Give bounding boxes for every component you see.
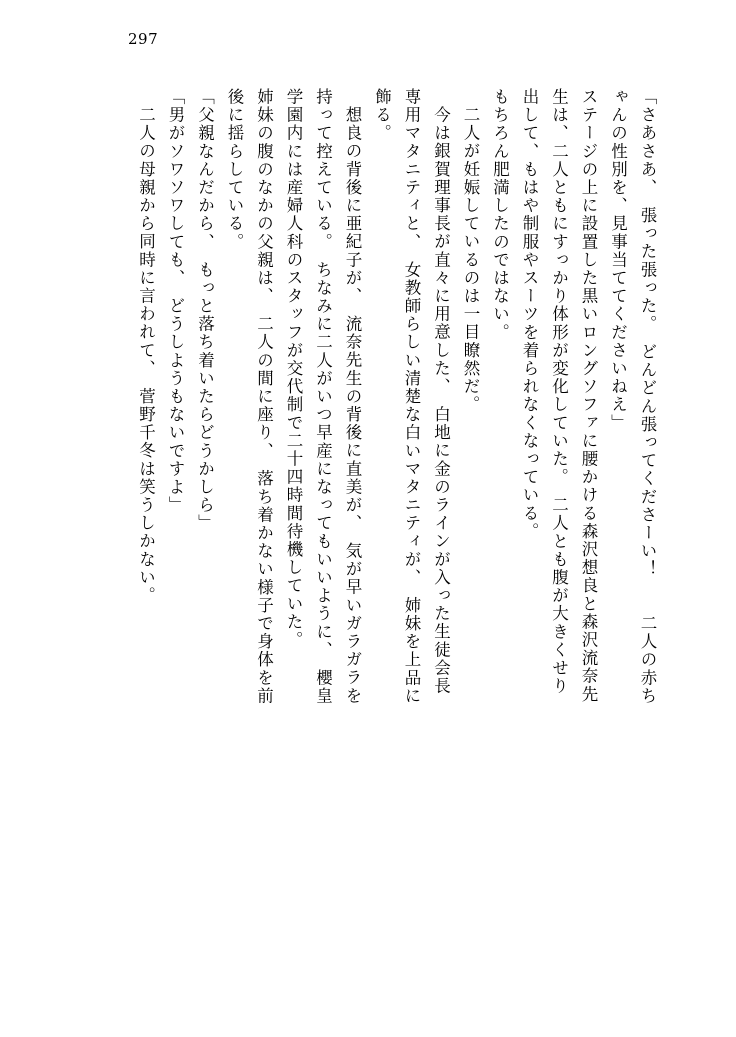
paragraph: 「父親なんだから、 もっと落ち着いたらどうかしら」 bbox=[195, 88, 215, 533]
paragraph: 二人の母親から同時に言われて、 菅野千冬は笑うしかない。 bbox=[136, 106, 156, 605]
paragraph: 姉妹の腹のなかの父親は、 二人の間に座り、 落ち着かない様子で身体を前後に揺らしている。 bbox=[225, 88, 274, 705]
paragraph: ステージの上に設置した黒いロングソファに腰かける森沢想良と森沢流奈先生は、二人ともにすっかり体形が変化していた。 二人とも腹が大きくせり出して、もはや制服やスーツを着られなくなっている。 bbox=[520, 88, 598, 704]
paragraph: 二人が妊娠しているのは一目瞭然だ。 bbox=[461, 106, 480, 414]
page-number: 297 bbox=[128, 30, 159, 48]
paragraph: 「男がソワソワしても、 どうしようもないですよ」 bbox=[166, 88, 185, 515]
paragraph: もちろん肥満したのではない。 bbox=[490, 88, 510, 342]
page-body-text bbox=[102, 88, 662, 708]
paragraph: 今は銀賀理事長が直々に用意した、 白地に金のラインが入った生徒会長専用マタニティと、 女教師らしい清楚な白いマタニティが、 姉妹を上品に飾る。 bbox=[372, 88, 451, 705]
paragraph: 「さあさあ、 張った張った。 どんどん張ってくださーい！ 二人の赤ちゃんの性別を、見事当ててくださいねえ」 bbox=[608, 88, 657, 705]
paragraph: 想良の背後に亜紀子が、 流奈先生の背後に直美が、 気が早いガラガラを持って控えている。 ちなみに二人がいつ早産になってもいいように、 櫻皇学園内には産婦人科のスタッフが交代制で二十四時間待機していた。 bbox=[284, 88, 362, 705]
